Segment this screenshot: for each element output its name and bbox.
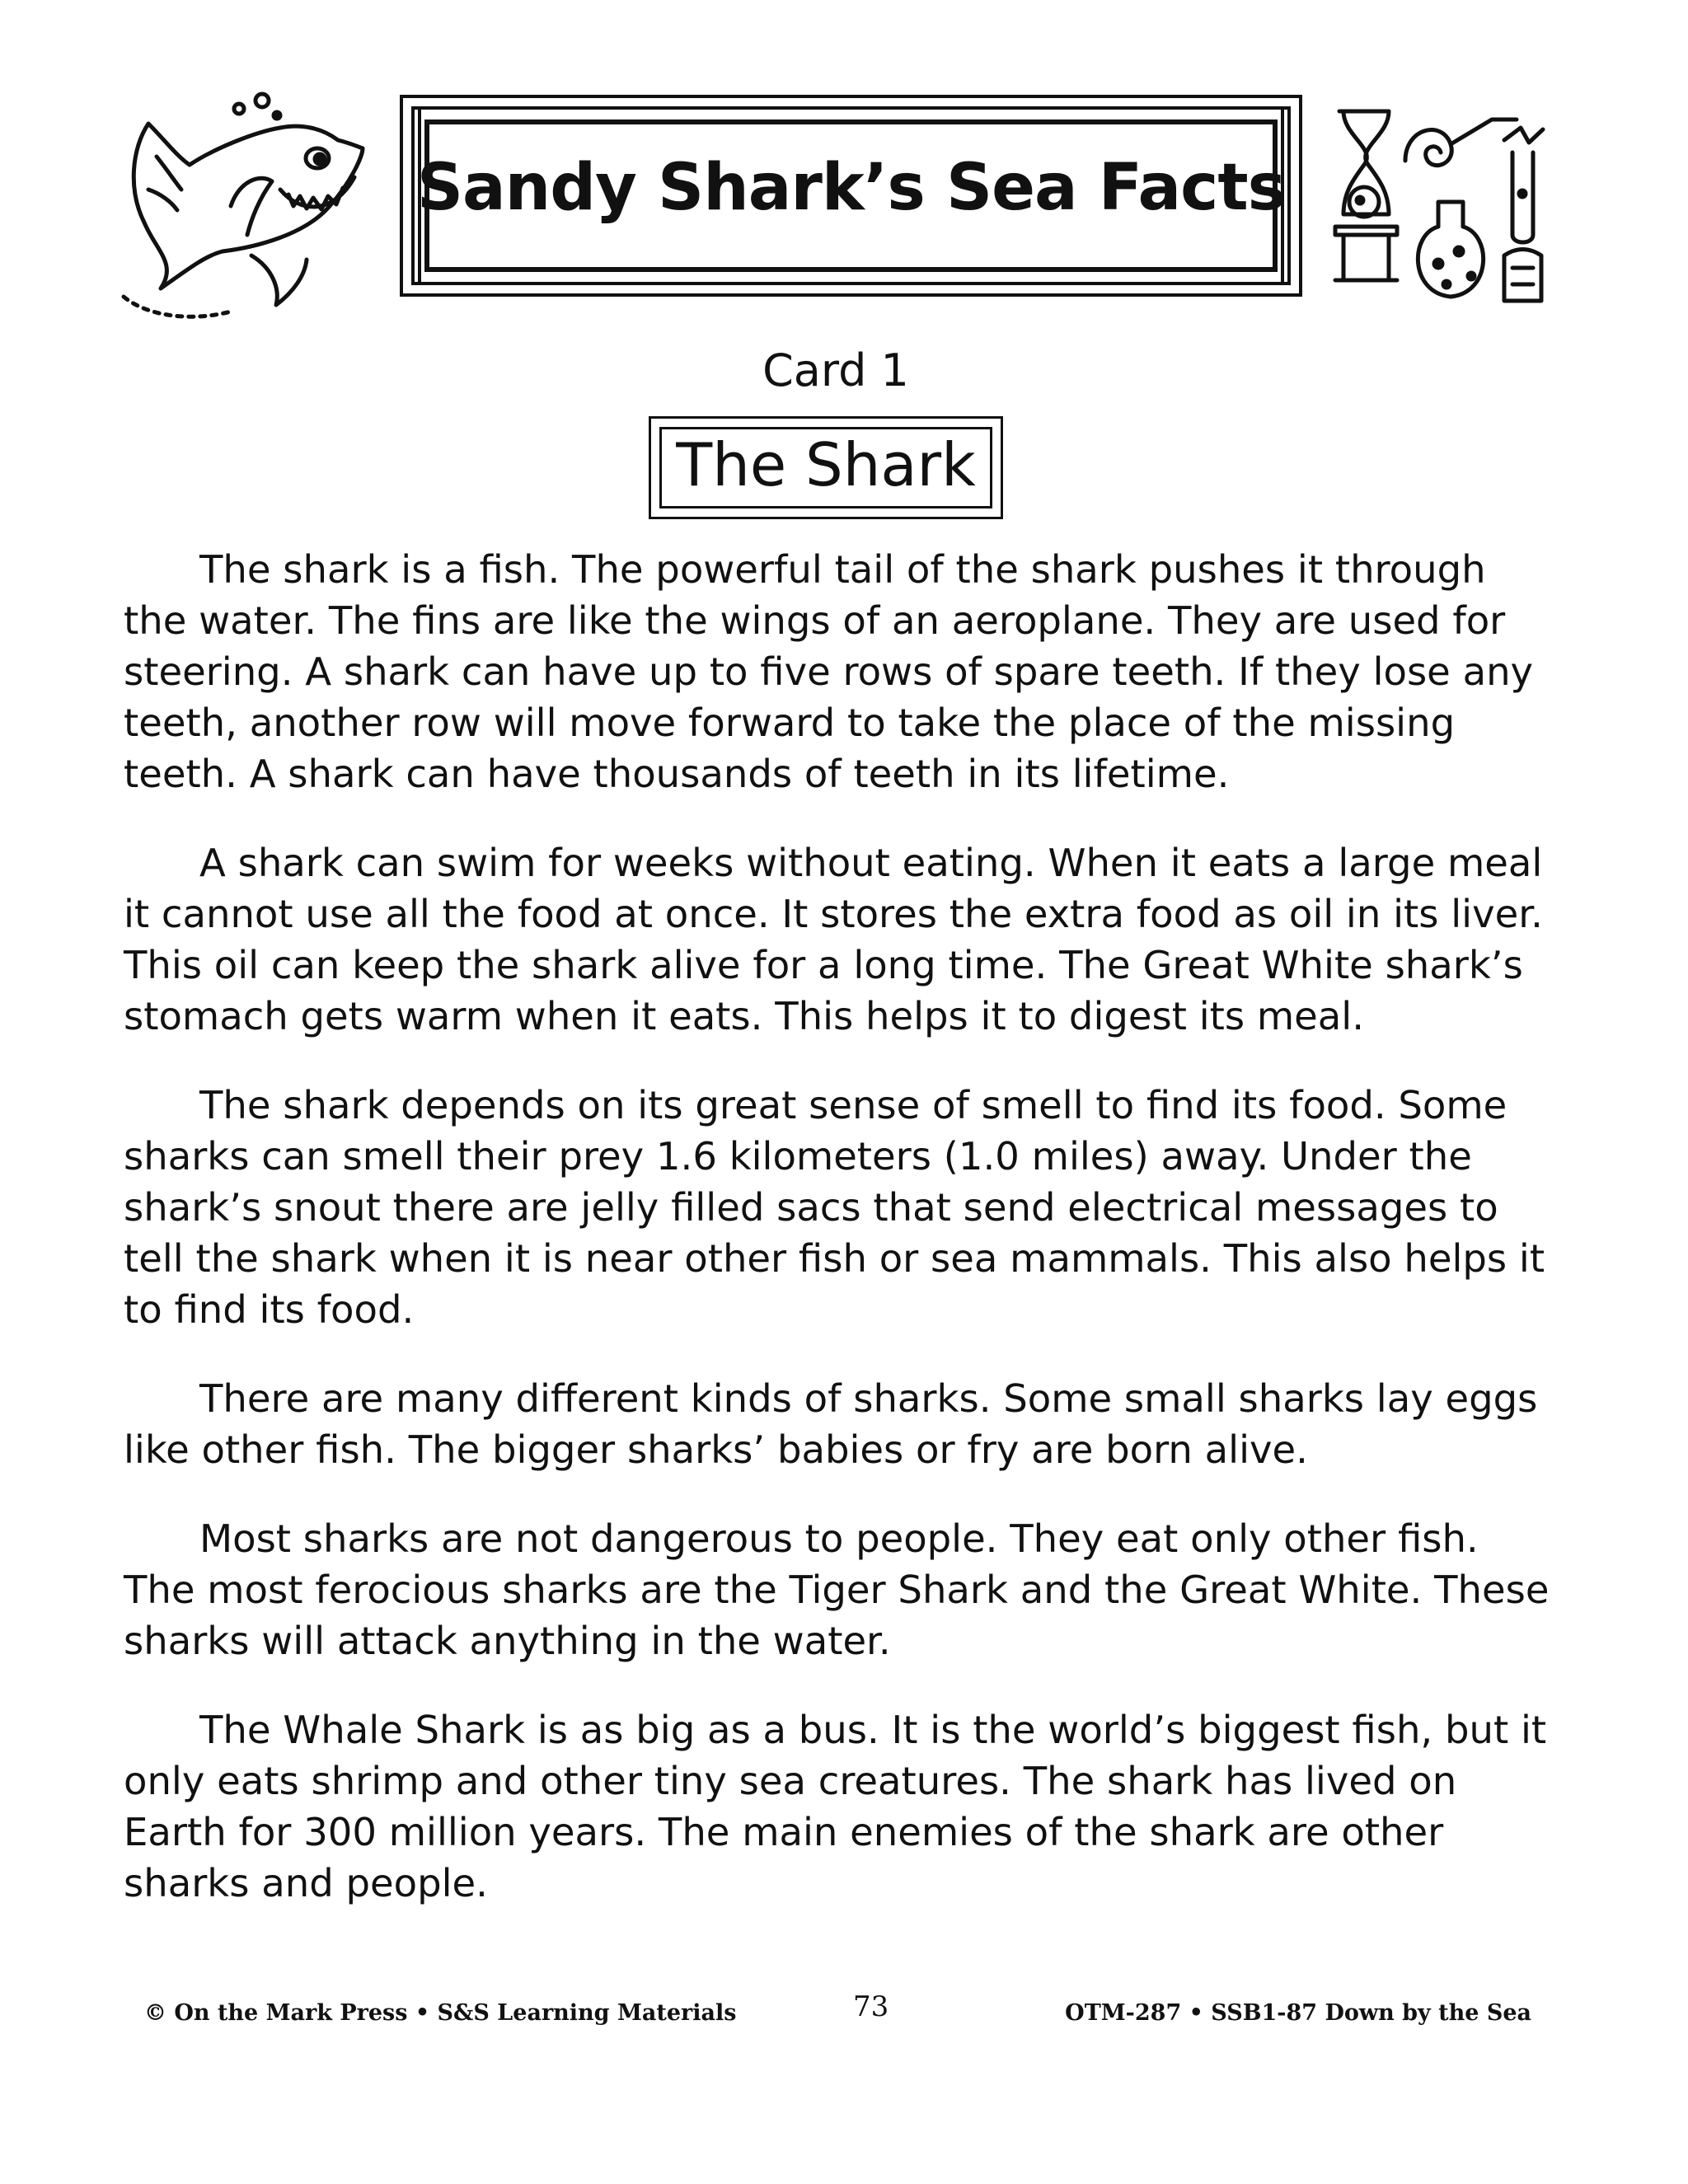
paragraph-5: Most sharks are not dangerous to people. They eat only other fish. The most ferocious sharks are the Tiger Shark and the Great White. These sharks will attack anything in the water. — [124, 1516, 1550, 1663]
page-title: Sandy Shark’s Sea Facts — [416, 151, 1286, 225]
card-number-text: Card 1 — [762, 344, 909, 396]
card-label — [0, 344, 1688, 396]
topic-title-box — [649, 416, 1003, 519]
footer-page-number: 73 — [853, 1990, 889, 2023]
lab-flasks-icon — [1327, 103, 1558, 313]
paragraph-3: The shark depends on its great sense of smell to find its food. Some sharks can smell their prey 1.6 kilometers (1.0 miles) away. Under the shark’s snout there are jelly filled sacs that send electrical messages to tell the shark when it is near other fish or sea mammals. This also helps it to find its food. — [124, 1083, 1545, 1332]
paragraph-6: The Whale Shark is as big as a bus. It is the world’s biggest fish, but it only eats shrimp and other tiny sea creatures. The shark has lived on Earth for 300 million years. The main enemies of the shark are other sharks and people. — [124, 1708, 1547, 1905]
paragraph-1: The shark is a fish. The powerful tail of the shark pushes it through the water. The fins are like the wings of an aeroplane. They are used for steering. A shark can have up to five rows of spare teeth. If they lose any teeth, another row will move forward to take the place of the missing teeth. A shark can have thousands of teeth in its lifetime. — [124, 547, 1534, 796]
cartoon-shark-icon — [115, 91, 387, 330]
page-footer — [144, 1990, 1531, 2032]
paragraph-4: There are many different kinds of sharks. Some small sharks lay eggs like other fish. The bigger sharks’ babies or fry are born alive. — [124, 1376, 1538, 1472]
footer-publisher: © On the Mark Press • S&S Learning Materials — [144, 2000, 737, 2026]
footer-product-code: OTM-287 • SSB1-87 Down by the Sea — [1065, 2000, 1531, 2026]
article-body — [124, 544, 1558, 1947]
title-banner — [400, 95, 1302, 297]
paragraph-2: A shark can swim for weeks without eating. When it eats a large meal it cannot use all the food at once. It stores the extra food as oil in its liver. This oil can keep the shark alive for a long time. The Great White shark’s stomach gets warm when it eats. This helps it to digest its meal. — [124, 841, 1543, 1038]
topic-title: The Shark — [676, 430, 976, 499]
